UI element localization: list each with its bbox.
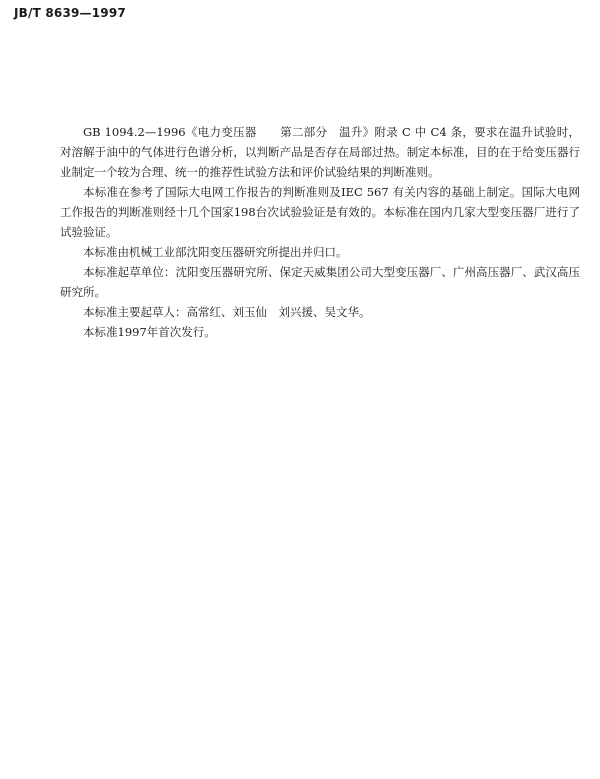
paragraph-drafting-units: 本标准起草单位：沈阳变压器研究所、保定天威集团公司大型变压器厂、广州高压器厂、武汉高压研究所。 (60, 265, 580, 299)
paragraph-proposer: 本标准由机械工业部沈阳变压器研究所提出并归口。 (83, 245, 348, 259)
paragraph-first-issue: 本标准1997年首次发行。 (83, 325, 216, 339)
paragraph-basis: 本标准在参考了国际大电网工作报告的判断准则及IEC 567 有关内容的基础上制定。国际大电网工作报告的判断准则经十几个国家198台次试验验证是有效的。本标准在国内几家大型变压器厂进行了试验验证。 (60, 185, 580, 239)
paragraph-gb-reference: GB 1094.2—1996《电力变压器 第二部分 温升》附录 C 中 C4 条，要求在温升试验时，对溶解于油中的气体进行色谱分析，以判断产品是否存在局部过热。制定本标准，目的在于给变压器行业制定一个较为合理、统一的推荐性试验方法和评价试验结果的判断准则。 (60, 125, 580, 179)
standard-code-header: JB/T 8639—1997 (14, 6, 126, 20)
foreword-body (60, 122, 580, 342)
paragraph-drafters: 本标准主要起草人：高常红、刘玉仙 刘兴援、吴文华。 (83, 305, 371, 319)
